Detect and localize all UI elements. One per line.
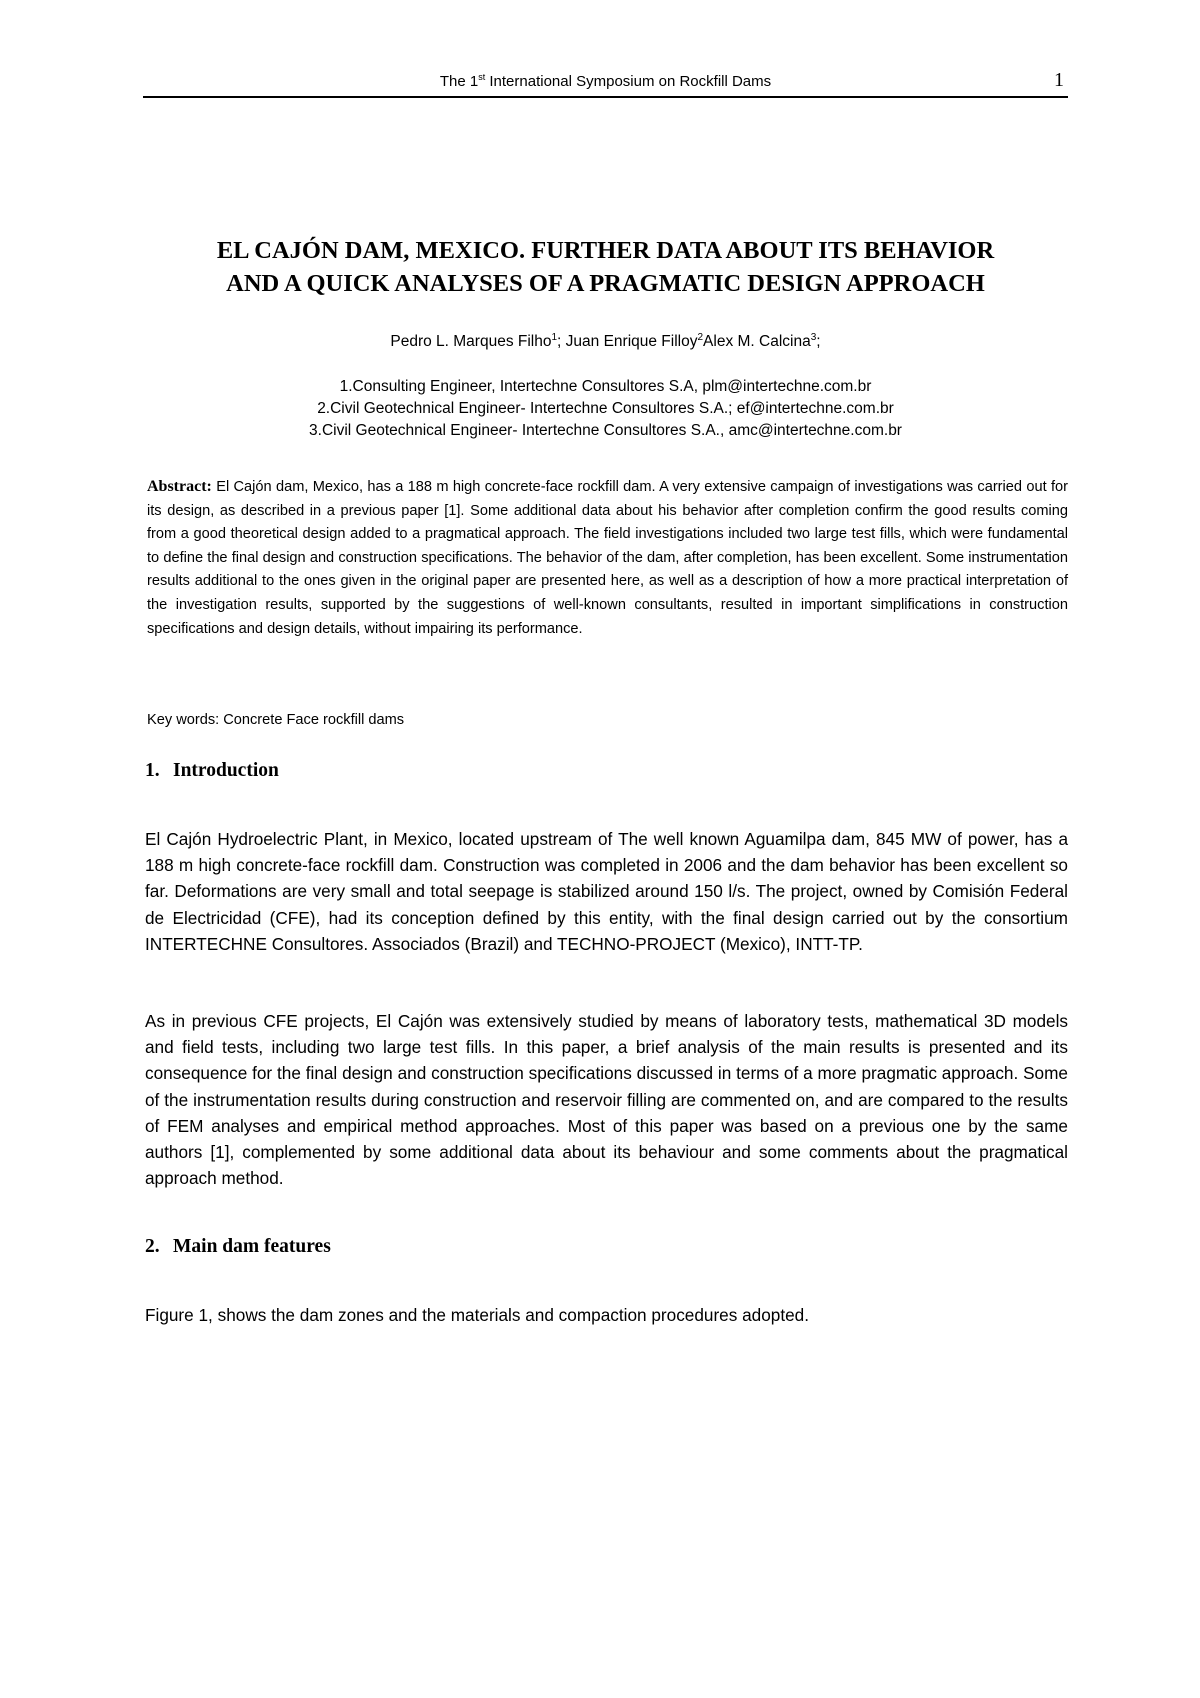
affiliation-3: 3.Civil Geotechnical Engineer- Intertechne Consultores S.A., amc@intertechne.com.br xyxy=(309,422,902,439)
running-header xyxy=(143,68,1068,98)
affiliations xyxy=(143,376,1068,442)
ordinal-superscript: st xyxy=(478,72,486,82)
abstract-text: El Cajón dam, Mexico, has a 188 m high concrete-face rockfill dam. A very extensive campaign of investigations was carried out for its design, as described in a previous paper [1]. Some additional data about his behavior after completion confirm the good results coming from a good theoretical design added to a pragmatical approach. The field investigations included two large test fills, which were fundamental to define the final design and construction specifications. The behavior of the dam, after completion, has been excellent. Some instrumentation results additional to the ones given in the original paper are presented here, as well as a description of how a more practical interpretation of the investigation results, supported by the suggestions of well-known consultants, resulted in important simplifications in construction specifications and design details, without impairing its performance. xyxy=(147,479,1068,637)
affiliation-1: 1.Consulting Engineer, Intertechne Consultores S.A, plm@intertechne.com.br xyxy=(339,378,872,395)
title-line-2: AND A QUICK ANALYSES OF A PRAGMATIC DESIGN APPROACH xyxy=(226,270,985,297)
author-3: Alex M. Calcina xyxy=(703,333,811,351)
page-number: 1 xyxy=(1054,69,1064,91)
title-line-1: EL CAJÓN DAM, MEXICO. FURTHER DATA ABOUT ITS BEHAVIOR xyxy=(216,237,995,264)
author-2: ; Juan Enrique Filloy xyxy=(557,333,698,351)
section-heading-main-dam-features: 2. Main dam features xyxy=(145,1236,331,1257)
dam-features-paragraph-1: Figure 1, shows the dam zones and the materials and compaction procedures adopted. xyxy=(145,1305,810,1325)
intro-paragraph-1: El Cajón Hydroelectric Plant, in Mexico, located upstream of The well known Aguamilpa dam, 845 MW of power, has a 188 m high concrete-face rockfill dam. Construction was completed in 2006 and the dam behavior has been excellent so far. Deformations are very small and total seepage is stabilized around 150 l/s. The project, owned by Comisión Federal de Electricidad (CFE), had its conception defined by this entity, with the final design carried out by the consortium INTERTECHNE Consultores. Associados (Brazil) and TECHNO-PROJECT (Mexico), INTT-TP. xyxy=(145,829,1068,954)
abstract-label: Abstract: xyxy=(147,478,212,495)
section-heading-introduction: 1. Introduction xyxy=(145,760,279,781)
keywords xyxy=(147,712,404,728)
affiliation-2: 2.Civil Geotechnical Engineer- Intertechne Consultores S.A.; ef@intertechne.com.br xyxy=(317,400,894,417)
paper-title xyxy=(143,234,1068,300)
author-list: Pedro L. Marques Filho$^1$; Juan Enrique Filloy$^2$Alex M. Calcina$^3$; xyxy=(390,332,821,351)
author-1: Pedro L. Marques Filho xyxy=(390,333,552,351)
abstract xyxy=(147,475,1068,641)
keywords-label: Key words: xyxy=(147,712,220,728)
intro-paragraph-2: As in previous CFE projects, El Cajón was extensively studied by means of laboratory tests, mathematical 3D models and field tests, including two large test fills. In this paper, a brief analysis of the main results is presented and its consequence for the final design and construction specifications discussed in terms of a more pragmatic approach. Some of the instrumentation results during construction and reservoir filling are commented on, and are compared to the results of FEM analyses and empirical method approaches. Most of this paper was based on a previous one by the same authors [1], complemented by some additional data about its behaviour and some comments about the pragmatical approach method. xyxy=(145,1011,1068,1189)
keywords-text: Concrete Face rockfill dams xyxy=(219,712,405,728)
symposium-name: The 1st International Symposium on Rockfill Dams xyxy=(439,72,772,90)
